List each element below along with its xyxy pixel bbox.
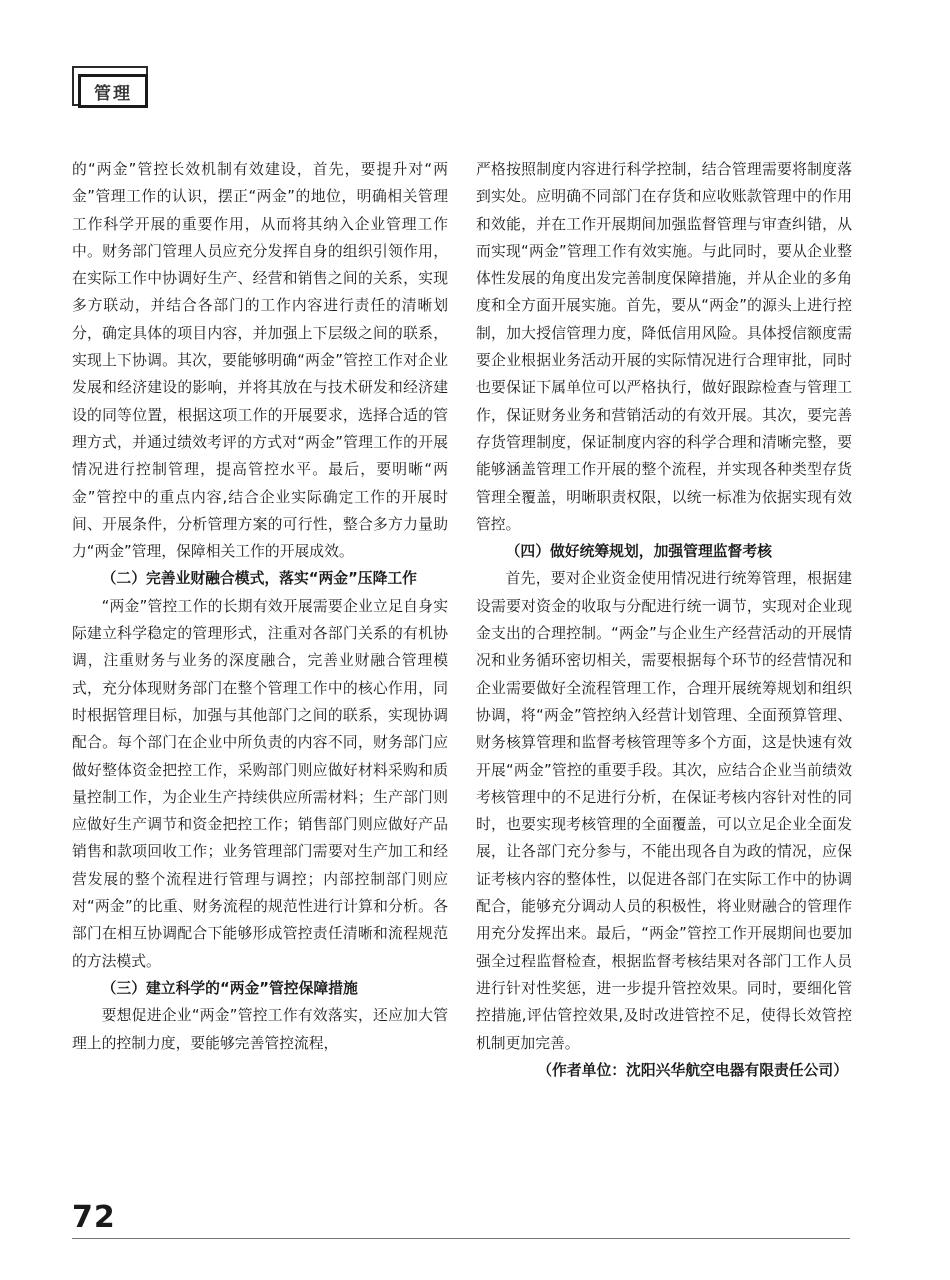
footer-divider (72, 1238, 850, 1239)
left-column (72, 156, 448, 1057)
section-heading-4: （四）做好统筹规划，加强管理监督考核 (505, 543, 772, 561)
section-heading-3: （三）建立科学的“两金”管控保障措施 (101, 979, 358, 997)
right-column (476, 156, 852, 1084)
page-number: 72 (72, 1200, 116, 1235)
author-affiliation: （作者单位：沈阳兴华航空电器有限责任公司） (537, 1061, 848, 1079)
section-heading-2: （二）完善业财融合模式，落实“两金”压降工作 (101, 570, 417, 588)
paragraph: 严格按照制度内容进行科学控制，结合管理需要将制度落到实处。应明确不同部门在存货和应收账款管理中的作用和效能，并在工作开展期间加强监督管理与审查纠错，从而实现“两金”管理工作有效实施。与此同时，要从企业整体性发展的角度出发完善制度保障措施，并从企业的多角度和全方面开展实施。首先，要从“两金”的源头上进行控制，加大授信管理力度，降低信用风险。具体授信额度需要企业根据业务活动开展的实际情况进行合理审批，同时也要保证下属单位可以严格执行，做好跟踪检查与管理工作，保证财务业务和营销活动的有效开展。其次，要完善存货管理制度，保证制度内容的科学合理和清晰完整，要能够涵盖管理工作开展的整个流程，并实现各种类型存货管理全覆盖，明晰职责权限，以统一标准为依据实现有效管控。 (476, 161, 852, 533)
paragraph: “两金”管控工作的长期有效开展需要企业立足自身实际建立科学稳定的管理形式，注重对各部门关系的有机协调，注重财务与业务的深度融合，完善业财融合管理模式，充分体现财务部门在整个管理工作中的核心作用，同时根据管理目标，加强与其他部门之间的联系，实现协调配合。每个部门在企业中所负责的内容不同，财务部门应做好整体资金把控工作，采购部门则应做好材料采购和质量控制工作，为企业生产持续供应所需材料；生产部门则应做好生产调节和资金把控工作；销售部门则应做好产品销售和款项回收工作；业务管理部门需要对生产加工和经营发展的整个流程进行管理与调控；内部控制部门则应对“两金”的比重、财务流程的规范性进行计算和分析。各部门在相互协调配合下能够形成管控责任清晰和流程规范的方法模式。 (72, 597, 448, 970)
paragraph: 要想促进企业“两金”管控工作有效落实，还应加大管理上的控制力度，要能够完善管控流程， (72, 1007, 448, 1052)
paragraph: 的“两金”管控长效机制有效建设，首先，要提升对“两金”管理工作的认识，摆正“两金”的地位，明确相关管理工作科学开展的重要作用，从而将其纳入企业管理工作中。财务部门管理人员应充分发挥自身的组织引领作用，在实际工作中协调好生产、经营和销售之间的关系，实现多方联动，并结合各部门的工作内容进行责任的清晰划分，确定具体的项目内容，并加强上下层级之间的联系，实现上下协调。其次，要能够明确“两金”管控工作对企业发展和经济建设的影响，并将其放在与技术研发和经济建设的同等位置，根据这项工作的开展要求，选择合适的管理方式，并通过绩效考评的方式对“两金”管理工作的开展情况进行控制管理，提高管控水平。最后，要明晰“两金”管控中的重点内容,结合企业实际确定工作的开展时间、开展条件，分析管理方案的可行性，整合多方力量助力“两金”管理，保障相关工作的开展成效。 (72, 161, 448, 561)
paragraph: 首先，要对企业资金使用情况进行统筹管理，根据建设需要对资金的收取与分配进行统一调节，实现对企业现金支出的合理控制。“两金”与企业生产经营活动的开展情况和业务循环密切相关，需要根据每个环节的经营情况和企业需要做好全流程管理工作，合理开展统筹规划和组织协调，将“两金”管控纳入经营计划管理、全面预算管理、财务核算管理和监督考核管理等多个方面，这是快速有效开展“两金”管控的重要手段。其次，应结合企业当前绩效考核管理中的不足进行分析，在保证考核内容针对性的同时，也要实现考核管理的全面覆盖，可以立足企业全面发展，让各部门充分参与，不能出现各自为政的情况，应保证考核内容的整体性，以促进各部门在实际工作中的协调配合，能够充分调动人员的积极性，将业财融合的管理作用充分发挥出来。最后，“两金”管控工作开展期间也要加强全过程监督检查，根据监督考核结果对各部门工作人员进行针对性奖惩，进一步提升管控效果。同时，要细化管控措施,评估管控效果,及时改进管控不足，使得长效管控机制更加完善。 (476, 570, 852, 1052)
section-badge-label: 管理 (78, 74, 148, 108)
